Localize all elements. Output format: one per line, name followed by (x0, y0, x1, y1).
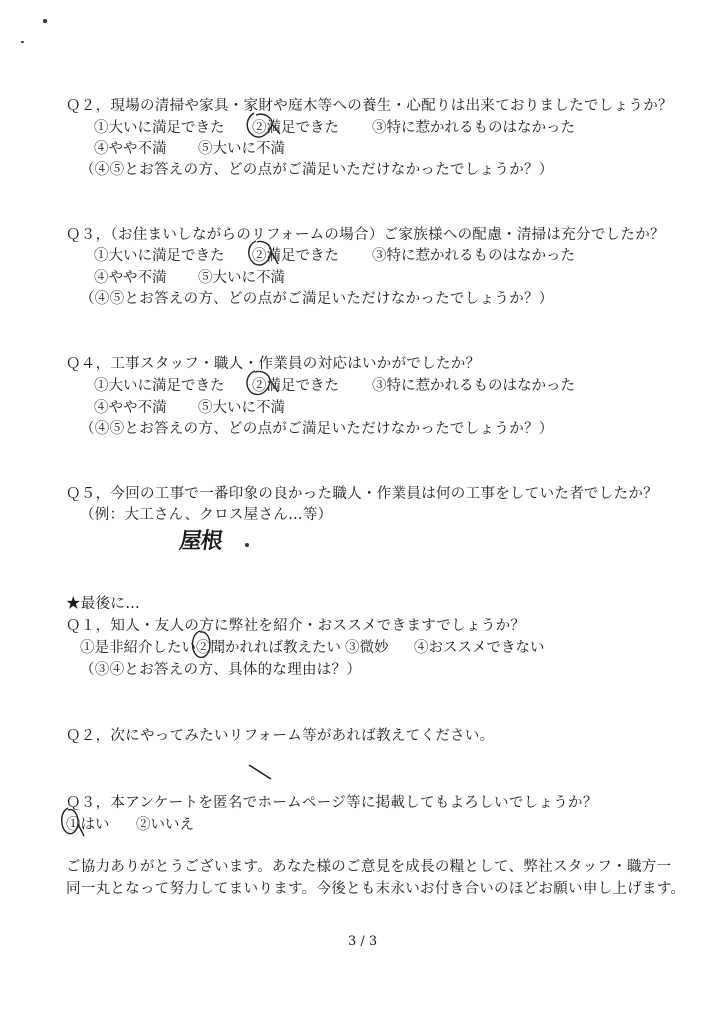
q3-option-4: ④やや不満 (94, 270, 167, 286)
q4-option-1: ①大いに満足できた (94, 378, 225, 394)
q2-option-1: ①大いに満足できた (94, 120, 225, 136)
q2-option-5: ⑤大いに不満 (198, 141, 285, 157)
stray-pen-stroke (247, 763, 277, 783)
final-q1-selection-circle (188, 629, 222, 663)
q3-option-5: ⑤大いに不満 (198, 270, 285, 286)
q2-selection-circle (244, 110, 284, 140)
final-q2-question: Ｑ２，次にやってみたいリフォーム等があれば教えてください。 (66, 728, 495, 744)
q3-option-1: ①大いに満足できた (94, 248, 225, 264)
q2-followup: （④⑤とお答えの方、どの点がご満足いただけなかったでしょうか？） (80, 162, 554, 178)
closing-line-2: 同一丸となって努力してまいります。今後とも末永いお付き合いのほどお願い申し上げます。 (66, 881, 686, 897)
ink-dot (245, 543, 249, 547)
q3-followup: （④⑤とお答えの方、どの点がご満足いただけなかったでしょうか？） (80, 291, 554, 307)
q2-option-4: ④やや不満 (94, 141, 167, 157)
final-q1-option-1: ①是非紹介したい (80, 640, 196, 656)
final-q3-option-1: ①はい (66, 817, 110, 833)
scan-speck (21, 41, 24, 43)
q3-option-3: ③特に惹かれるものはなかった (372, 248, 575, 264)
closing-line-1: ご協力ありがとうございます。あなた様のご意見を成長の糧として、弊社スタッフ・職方一 (66, 859, 672, 875)
q2-option-2: ②満足できた (252, 120, 339, 136)
q4-option-2: ②満足できた (252, 378, 339, 394)
final-heading: ★最後に… (66, 596, 140, 612)
final-q3-option-2: ②いいえ (136, 817, 194, 833)
q5-answer-text: 屋根 (177, 529, 224, 554)
page-number: 3 / 3 (348, 934, 378, 949)
final-q1-question: Ｑ１，知人・友人の方に弊社を紹介・おススメできますでしょうか？ (66, 618, 526, 634)
q4-option-3: ③特に惹かれるものはなかった (372, 378, 575, 394)
final-q3-question: Ｑ３，本アンケートを匿名でホームページ等に掲載してもよろしいでしょうか？ (66, 795, 598, 811)
q3-option-2: ②満足できた (252, 248, 339, 264)
final-q1-option-2: ②聞かれれば教えたい (196, 640, 341, 656)
q2-option-3: ③特に惹かれるものはなかった (372, 120, 575, 136)
q4-selection-circle (242, 368, 282, 398)
q4-option-4: ④やや不満 (94, 400, 167, 416)
q4-question: Ｑ４，工事スタッフ・職人・作業員の対応はいかがでしたか？ (66, 356, 481, 372)
q2-question: Ｑ２，現場の清掃や家具・家財や庭木等への養生・心配りは出来ておりましたでしょうか？ (66, 98, 673, 114)
q3-question: Ｑ３，（お住まいしながらのリフォームの場合）ご家族様への配慮・清掃は充分でしたか？ (66, 227, 665, 243)
final-q1-option-3: ③微妙 (345, 640, 389, 656)
q5-example: （例：大工さん、クロス屋さん…等） (80, 507, 333, 523)
scan-speck (43, 19, 47, 23)
q3-selection-circle (244, 238, 284, 268)
q5-question: Ｑ５，今回の工事で一番印象の良かった職人・作業員は何の工事をしていた者でしたか？ (66, 486, 658, 502)
final-q1-followup: （③④とお答えの方、具体的な理由は？） (80, 662, 362, 678)
final-q3-selection-circle (58, 806, 88, 840)
final-q1-option-4: ④おススメできない (414, 640, 545, 656)
q5-handwritten-answer (178, 524, 224, 555)
q4-option-5: ⑤大いに不満 (198, 400, 285, 416)
q4-followup: （④⑤とお答えの方、どの点がご満足いただけなかったでしょうか？） (80, 421, 554, 437)
